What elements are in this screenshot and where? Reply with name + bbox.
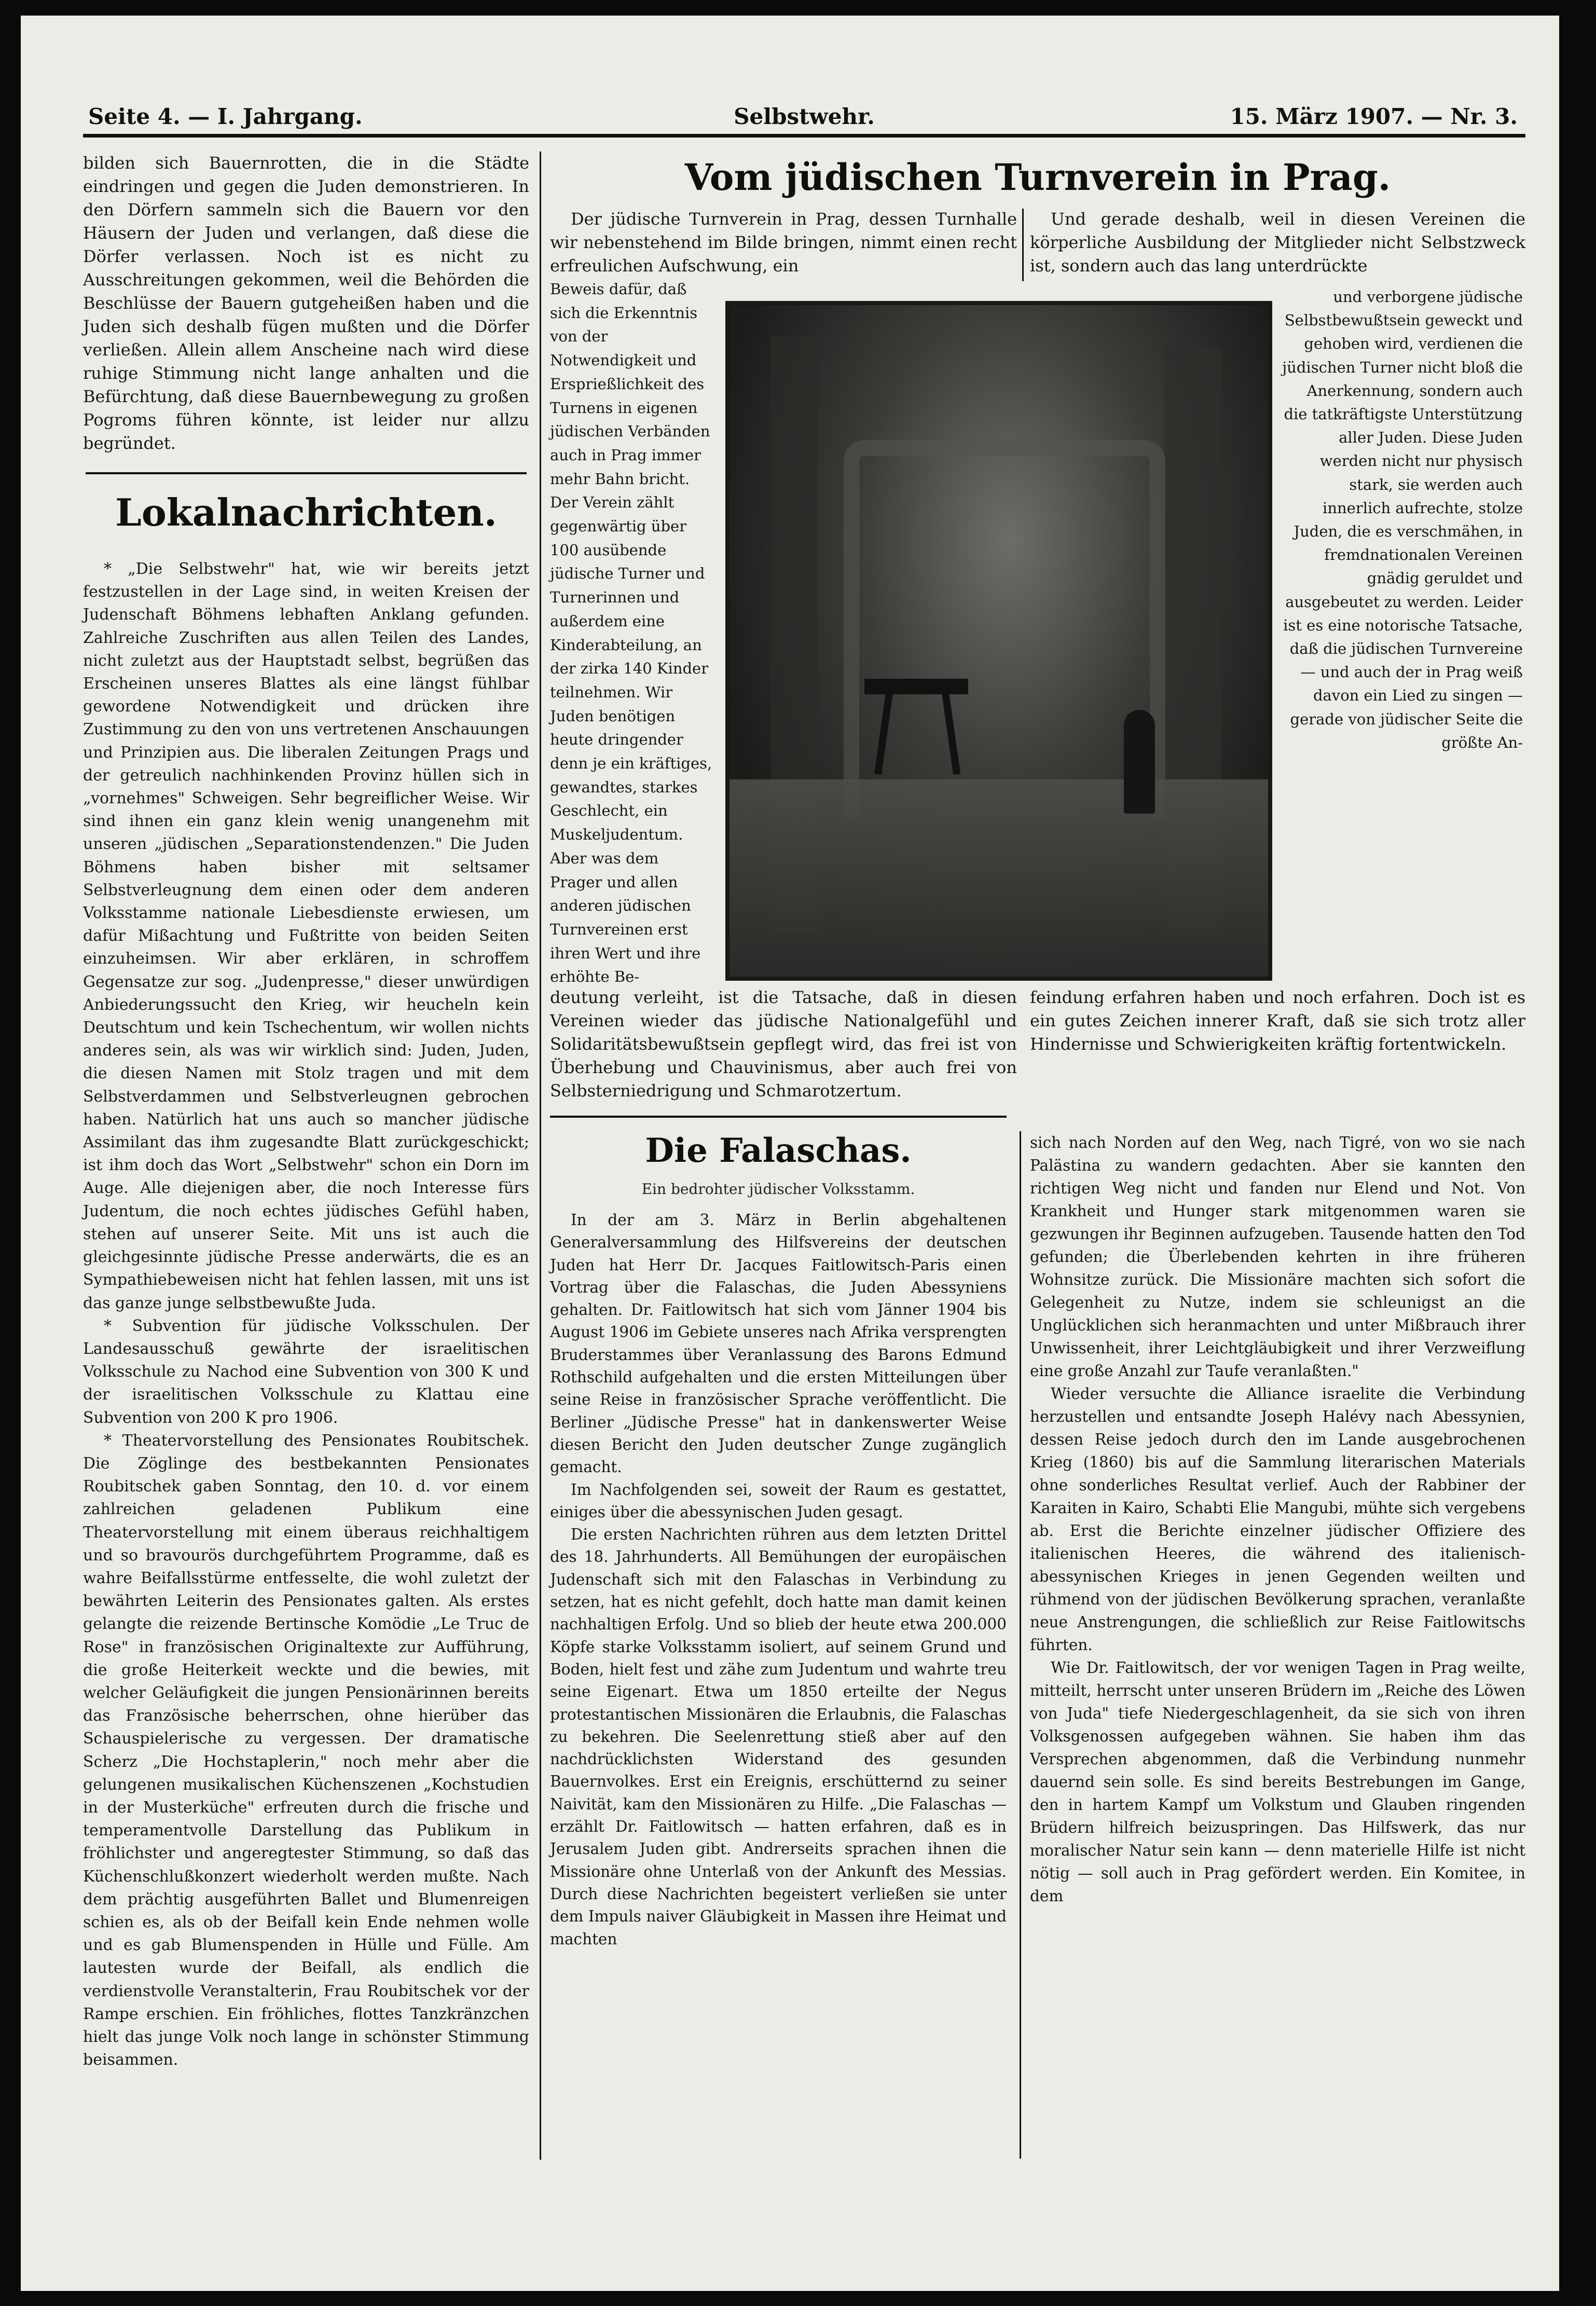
falaschas-paragraph: In der am 3. März in Berlin abgehaltenen Generalversammlung des Hilfsvereins der deutschen Juden hat Herr Dr. Jacques Faitlowitsch-Paris einen Vortrag über die Falaschas, die Juden Abessyniens gehalten. Dr. Faitlowitsch hat sich vom Jänner 1904 bis August 1906 im Gebiete unseres nach Afrika versprengten Bruderstammes über Veranlassung des Barons Edmund Rothschild aufgehalten und die ersten Mitteilungen über seine Reise in französischer Sprache veröffentlicht. Die Berliner „Jüdische Presse" hat in dankenswerter Weise diesen Bericht den Juden deutscher Zunge zugänglich gemacht.: [550, 1211, 1007, 1476]
turnverein-bottom-left: [550, 986, 1017, 1103]
masthead: Selbstwehr.: [734, 104, 875, 129]
lokal-paragraph: * Theatervorstellung des Pensionates Roubitschek. Die Zöglinge des bestbekannten Pensionates Roubitschek gaben Sonntag, den 10. d. vor einem zahlreichen geladenen Publikum eine Theatervorstellung mit einem überaus reichhaltigem und so bravourös durchgeführtem Programme, daß es wahre Beifallsstürme entfesselte, die wohl zuletzt der bewährten Leiterin des Pensionates galten. Als erstes gelangte die reizende Bertinsche Komödie „Le Truc de Rose" in französischen Originaltexte zur Aufführung, die große Heiterkeit weckte und die bewies, mit welcher Geläufigkeit die jungen Pensionärinnen bereits das Französische beherrschen, ohne hierüber das Schauspielerische zu vergessen. Der dramatische Scherz „Die Hochstaplerin," noch mehr aber die gelungenen musikalischen Küchenszenen „Kochstudien in der Musterküche" erfreuten durch die frische und temperamentvolle Darstellung das Publikum in fröhlichster und angeregtester Stimmung, so daß das Küchenschlußkonzert wiederholt werden mußte. Nach dem prächtig ausgeführten Ballet und Blumenreigen schien es, als ob der Beifall kein Ende nehmen wolle und es gab Blumenspenden in Hülle und Fülle. Am lautesten wurde der Beifall, als endlich die verdienstvolle Veranstalterin, Frau Roubitschek vor der Rampe erschien. Ein fröhliches, flottes Tanzkränzchen hielt das junge Volk noch lange in schönster Stimmung beisammen.: [83, 1431, 529, 2069]
falaschas-paragraph: Im Nachfolgenden sei, soweit der Raum es gestattet, einiges über die abessynischen Juden gesagt.: [550, 1480, 1007, 1521]
turnverein-paragraph: und verborgene jüdische Selbstbewußtsein geweckt und gehoben wird, verdienen die jüdischen Turner nicht bloß die Anerkennung, sondern auch die tatkräftigste Unterstützung aller Juden. Diese Juden werden nicht nur physisch stark, sie werden auch innerlich aufrechte, stolze Juden, die es verschmähen, in fremdnationalen Vereinen gnädig geruldet und ausgebeutet zu werden. Leider ist es eine notorische Tatsache, daß die jüdischen Turnvereine — und auch der in Prag weiß davon ein Lied zu singen — gerade von jüdischer Seite die größte An-: [1282, 288, 1523, 751]
turnverein-lead-right: [1030, 208, 1525, 278]
turnverein-bottom-right: [1030, 986, 1525, 1056]
turnverein-title: Vom jüdischen Turnverein in Prag.: [684, 156, 1391, 199]
column-left-intro: [83, 152, 529, 455]
gymnast-figure: [1124, 710, 1155, 814]
turnverein-paragraph: Beweis dafür, daß sich die Erkenntnis von der Notwendigkeit und Ersprießlichkeit des Turnens in eigenen jüdischen Verbänden auch in Prag immer mehr Bahn bricht. Der Verein zählt gegenwärtig über 100 ausübende jüdische Turner und Turnerinnen und außerdem eine Kinderabteilung, an der zirka 140 Kinder teilnehmen. Wir Juden benötigen heute dringender denn je ein kräftiges, gewandtes, starkes Geschlecht, ein Muskeljudentum. Aber was dem Prager und allen anderen jüdischen Turnvereinen erst ihren Wert und ihre erhöhte Be-: [550, 280, 712, 986]
turnverein-paragraph: deutung verleiht, ist die Tatsache, daß in diesen Vereinen wieder das jüdische Nationalgefühl und Solidaritätsbewußtsein gepflegt wird, das frei ist von Überhebung und Chauvinismus, aber auch frei von Selbsterniedrigung und Schmarotzertum.: [550, 987, 1017, 1101]
lokal-title: Lokalnachrichten.: [115, 490, 497, 534]
falaschas-paragraph: Wie Dr. Faitlowitsch, der vor wenigen Tagen in Prag weilte, mitteilt, herrscht unter unseren Brüdern im „Reiche des Löwen von Juda" tiefe Niedergeschlagenheit, da sie sich von ihren Volksgenossen aufgegeben wähnen. Sie haben ihm das Versprechen abgenommen, daß die Verbindung nunmehr dauernd sein solle. Es sind bereits Bestrebungen im Gange, den in hartem Kampf um Volkstum und Glauben ringenden Brüdern hilfreich beizuspringen. Das Hilfswerk, das nur moralischer Natur sein kann — denn materielle Hilfe ist nicht nötig — soll auch in Prag gefördert werden. Ein Komitee, in dem: [1030, 1659, 1525, 1905]
falaschas-subtitle: Ein bedrohter jüdischer Volksstamm.: [641, 1181, 915, 1198]
turnhalle-photo: [725, 301, 1272, 981]
lokal-paragraph: * Subvention für jüdische Volksschulen. Der Landesausschuß gewährte der israelitischen Volksschule zu Nachod eine Subvention von 300 K und der israelitischen Volksschule zu Klattau eine Subvention von 200 K pro 1906.: [83, 1316, 529, 1427]
falaschas-right-column: [1030, 1131, 1525, 1907]
section-divider: [86, 472, 527, 474]
turnverein-paragraph: feindung erfahren haben und noch erfahren. Doch ist es ein gutes Zeichen innerer Kraft, daß sie sich trotz aller Hindernisse und Schwierigkeiten kräftig fortentwickeln.: [1030, 987, 1525, 1054]
lokal-column: [83, 558, 529, 2071]
page-header-left: Seite 4. — I. Jahrgang.: [88, 104, 363, 129]
lead-rule: [1022, 209, 1024, 281]
turnverein-left-narrow: [550, 278, 715, 989]
falaschas-paragraph: Die ersten Nachrichten rühren aus dem letzten Drittel des 18. Jahrhunderts. All Bemühungen der europäischen Judenschaft sich mit den Falaschas in Verbindung zu setzen, hat es nicht gefehlt, doch hatte man damit keinen nachhaltigen Erfolg. Und so blieb der heute etwa 200.000 Köpfe starke Volksstamm isoliert, auf seinem Grund und Boden, hielt fest und zähe zum Judentum und wahrte treu seine Eigenart. Etwa um 1850 erteilte der Negus protestantischen Missionären die Erlaubnis, die Falaschas zu bekehren. Die Seelenrettung stieß aber auf den nachdrücklichsten Widerstand des gesunden Bauernvolkes. Erst ein Ereignis, erschütternd zu seiner Naivität, kam den Missionären zu Hilfe. „Die Falaschas — erzählt Dr. Faitlowitsch — hatten erfahren, daß es in Jerusalem Juden gibt. Andrerseits sprachen ihnen die Missionäre ohne Unterlaß von der Ankunft des Messias. Durch diese Nachrichten begeistert verließen sie unter dem Impuls naiver Gläubigkeit in Massen ihre Heimat und machten: [550, 1526, 1007, 1948]
page-header-right: 15. März 1907. — Nr. 3.: [1230, 104, 1518, 129]
falaschas-paragraph: Wieder versuchte die Alliance israelite die Verbindung herzustellen und entsandte Joseph Halévy nach Abessynien, dessen Reise jedoch durch den im Lande ausgebrochenen Krieg (1860) bis auf die Sammlung literarischen Materials ohne sonderliches Resultat verlief. Auch der Rabbiner der Karaiten in Kairo, Schabti Elie Mangubi, mühte sich vergebens ab. Erst die Berichte einzelner jüdischer Offiziere des italienischen Heeres, die während des italienisch-abessynischen Krieges in jenen Gegenden weilten und rühmend von der jüdischen Bevölkerung sprachen, veranlaßte neue Anstrengungen, die schließlich zur Reise Faitlowitschs führten.: [1030, 1385, 1525, 1654]
newspaper-page: [21, 16, 1559, 2291]
turnverein-lead-paragraph: Und gerade deshalb, weil in diesen Vereinen die körperliche Ausbildung der Mitglieder nicht Selbstzweck ist, sondern auch das lang unterdrückte: [1030, 209, 1525, 276]
header-rule: [83, 134, 1525, 138]
falaschas-title: Die Falaschas.: [645, 1131, 912, 1170]
turnverein-lead-left: [550, 208, 1017, 278]
column-rule: [1020, 1131, 1021, 2159]
turnverein-lead-paragraph: Der jüdische Turnverein in Prag, dessen Turnhalle wir nebenstehend im Bilde bringen, nimmt einen recht erfreulichen Aufschwung, ein: [550, 209, 1017, 276]
falaschas-paragraph: sich nach Norden auf den Weg, nach Tigré, von wo sie nach Palästina zu wandern gedachten. Aber sie kannten den richtigen Weg nicht und fanden nur Elend und Not. Von Krankheit und Hunger stark mitgenommen waren sie gezwungen ihr Beginnen aufzugeben. Tausende hatten den Tod gefunden; die Überlebenden kehrten in ihre früheren Wohnsitze zurück. Die Missionäre machten sich sofort die Gelegenheit zu Nutze, indem sie schleunigst an die Unglücklichen sich heranmachten und unter Mißbrauch ihrer Unwissenheit, ihrer Leichtgläubigkeit und ihrer Verzweiflung eine große Anzahl zur Taufe veranlaßten.": [1030, 1134, 1525, 1380]
turnverein-right-narrow: [1279, 285, 1523, 754]
lokal-paragraph: * „Die Selbstwehr" hat, wie wir bereits jetzt festzustellen in der Lage sind, in weiten Kreisen der Judenschaft Böhmens lebhaften Anklang gefunden. Zahlreiche Zuschriften aus allen Teilen des Landes, nicht zuletzt aus der Hauptstadt selbst, begrüßen das Erscheinen unseres Blattes als eine längst fühlbar gewordene Notwendigkeit und drücken ihre Zustimmung zu den von uns vertretenen Anschauungen und Prinzipien aus. Die liberalen Zeitungen Prags und der getreulich nachhinkenden Provinz hüllen sich in „vornehmes" Schweigen. Sehr begreiflicher Weise. Wir sind ihnen ein ganz klein wenig unangenehm mit unseren „jüdischen „Separationstendenzen." Die Juden Böhmens haben bisher mit seltsamer Selbstverleugnung dem einen oder dem anderen Volksstamme nationale Liebesdienste erwiesen, um dafür Mißachtung und Fußtritte von beiden Seiten einzuheimsen. Wir aber erklären, in schroffem Gegensatze zur sog. „Judenpresse," dieser unwürdigen Anbiederungssucht den Krieg, wir heucheln kein Deutschtum und kein Tschechentum, wir wollen nichts anderes sein, als was wir wirklich sind: Juden, Juden, die diesen Namen mit Stolz tragen und mit dem Selbstverdammen und Selbstverleugnen gebrochen haben. Natürlich hat uns auch so mancher jüdische Assimilant das ihm zugesandte Blatt zurückgeschickt; ist ihm doch das Wort „Selbstwehr" schon ein Dorn im Auge. Alle diejenigen aber, die noch Interesse fürs Judentum, die noch echtes jüdisches Gefühl haben, stehen auf unserer Seite. Mit uns ist auch die gleichgesinnte jüdische Presse anderwärts, die es an Sympathiebeweisen nicht hat fehlen lassen, mit uns ist das ganze junge selbstbewußte Juda.: [83, 560, 529, 1312]
section-divider: [550, 1116, 1007, 1118]
intro-paragraph: bilden sich Bauernrotten, die in die Städte eindringen und gegen die Juden demonstrieren. In den Dörfern sammeln sich die Bauern vor den Häusern der Juden und verlangen, daß diese die Dörfer verlassen. Noch ist es nicht zu Ausschreitungen gekommen, weil die Behörden die Beschlüsse der Bauern gutgeheißen haben und die Juden sich deshalb fügen mußten und die Dörfer verließen. Allein allem Anscheine nach wird diese ruhige Stimmung nicht lange anhalten und die Befürchtung, daß diese Bauernbewegung zu großen Pogroms führen könnte, ist leider nur allzu begründet.: [83, 153, 529, 453]
falaschas-left-column: [550, 1209, 1007, 1951]
column-rule: [540, 152, 541, 2160]
